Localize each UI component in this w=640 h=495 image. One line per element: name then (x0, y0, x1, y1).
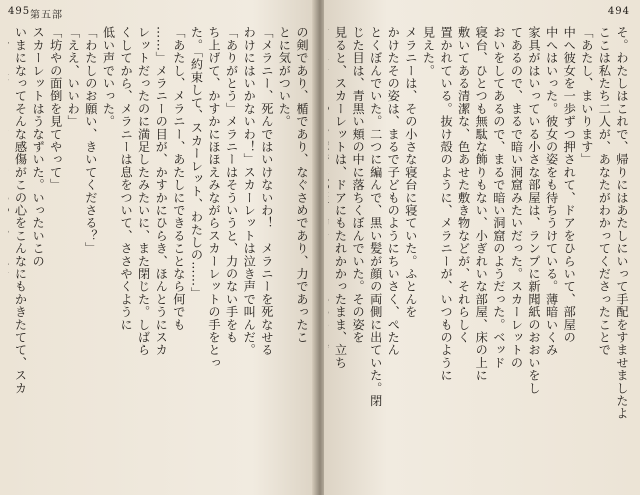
text-line: とに気がついた。 (277, 26, 292, 128)
text-line: 「メラニー、死んではいけないわ！ メラニーを死なせる (259, 26, 274, 357)
left-page-number: 495 (8, 6, 31, 17)
text-line: 見ると、スカーレットは、ドアにもたれかかったまま、立ち (333, 26, 348, 369)
text-line: ……」メラニーの目が、かすかにひらき、ほんとうにスカ (154, 26, 169, 357)
left-page (0, 0, 316, 495)
right-page-text (328, 26, 630, 487)
text-line: 「わたしのお願い、きいてくださる？」 (83, 26, 98, 255)
text-line: 家具がはいっている小さな部屋は、ランプに新聞紙のおおいをし (527, 26, 542, 395)
text-line: とくぼんでいた。二つに編んで、黒い髪が顔の両側に出ていた。閉 (368, 26, 383, 407)
text-line: てあるので、まるで暗い洞窟みたいだった。スカーレットの (509, 26, 524, 369)
text-line: 「坊やの面倒を見てやって」 (48, 26, 63, 192)
text-line: た。「約束して、スカーレット、わたしの……」 (189, 26, 204, 300)
left-page-text (8, 26, 310, 487)
text-line: ち上げて、かすかにほほえみながらスカーレットの手をとっ (207, 26, 222, 369)
text-line: スカーレットはうなずいた。いったいこの (31, 26, 46, 268)
text-line: 置かれている。抜け殻のように、メラニーが、いつものように (439, 26, 454, 382)
text-line: そ。わたしはこれで、帰りにはあたしにいって手配をすませましたよ (615, 26, 629, 420)
text-line: メラニーは、その小さな寝台に寝ていた。ふとんを (403, 26, 418, 319)
text-line: 低い声でいった。 (101, 26, 116, 128)
text-line (328, 26, 331, 487)
chapter-title: 第五部 (30, 10, 63, 21)
text-line: 中へはいった。彼女の姿をも待ちうけている。薄暗いくみ (544, 26, 559, 357)
text-line: 寝台、ひとつも無駄な飾りもない、小ぎれいな部屋、床の上に (474, 26, 489, 382)
text-line: ここは私たち二人が、あなたがわかってくださったことで (597, 26, 612, 357)
text-line: おいをしてあるので、まるで暗い洞窟のようだった。ベッド (491, 26, 506, 369)
text-line: 「ありがとう」メラニーはそういうと、力のない手をも (224, 26, 239, 344)
text-line: かけたその姿は、まるで子どものようにちいさく、ぺたん (386, 26, 401, 357)
text-line: くしてから、メラニーは息をついて、ささやくように (119, 26, 134, 331)
text-line: 見えた。 (421, 26, 436, 77)
text-line: 「ええ、いいわ」 (66, 26, 81, 128)
text-line: じた目は、青黒い頬の中に落ちくぼんでいた。その姿を (351, 26, 366, 344)
text-line: 「あたし、まいります」 (579, 26, 594, 166)
text-line: 中へ彼女を一歩ずつ押されて、ドアをひらいて、部屋の (562, 26, 577, 344)
right-page (324, 0, 640, 495)
text-line: レットだったのに満足したみたいに、また閉じた。しばら (136, 26, 151, 357)
right-page-number: 494 (607, 6, 630, 17)
text-line (8, 26, 11, 487)
text-line: の剣であり、楯であり、なぐさめであり、力であったこ (295, 26, 309, 344)
text-line: 「あたし、メラニー、あたしにできることなら何でも (171, 26, 186, 331)
text-line: 敷いてある清潔な、色あせた敷き物などが、それらしく (456, 26, 471, 344)
text-line: わけにはいかないわ！」スカーレットは泣き声で叫んだ。 (242, 26, 257, 357)
text-line: いまになってそんな感傷がこの心をこんなにもかきたてて、スカ (13, 26, 28, 395)
